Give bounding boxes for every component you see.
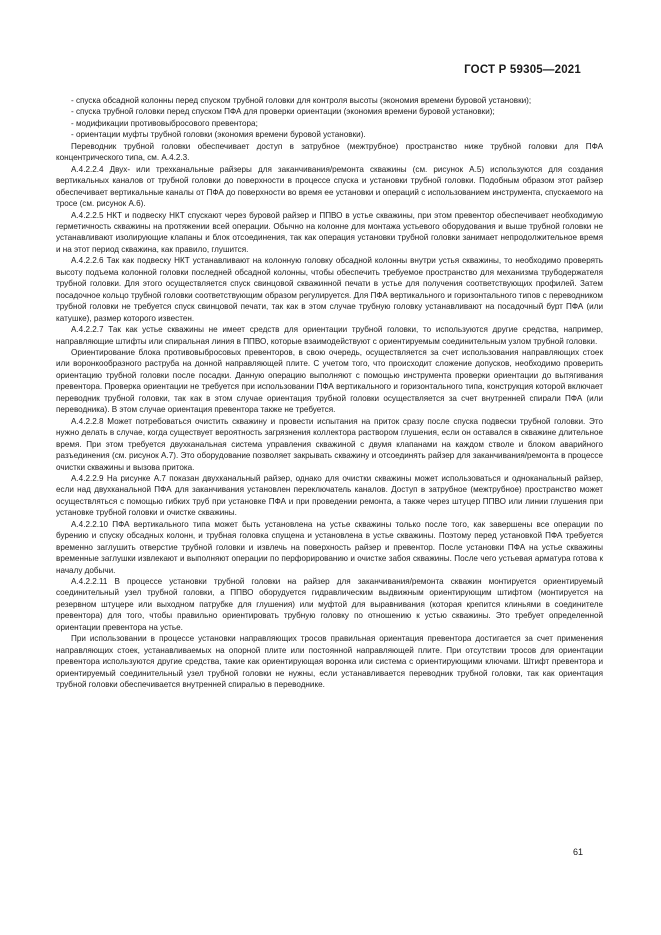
paragraph: А.4.2.2.11 В процессе установки трубной головки на райзер для заканчивания/ремонта скважин монтируется ориентируемый соединительный узел трубной головки, а ППВО оборудуется гидравлическим выдвижным ориентирующим штифтом (монтируется на резервном штуцере или выходном патрубке для глушения) или муфтой для выравнивания (которая крепится клиньями в соединителе превентора) для того, чтобы правильно ориентировать трубную головку по отношению к устью скважины. Это требует определенной ориентации превентора на устье. — [56, 577, 603, 632]
paragraph: А.4.2.2.8 Может потребоваться очистить скважину и провести испытания на приток сразу после спуска подвески трубной головки. Это нужно делать в случае, когда существует вероятность загрязнения коллектора раствором глушения, если он оставался в скважине длительное время. При этом требуется двухканальная система управления скважиной с двумя клапанами на каждом стволе и блоком аварийного разъединения (см. рисунок А.7). Это оборудование позволяет закрывать скважину и отсоединять райзер для заканчивания/ремонта в процессе очистки скважины и вызова притока. — [56, 416, 603, 472]
document-body — [56, 95, 603, 691]
paragraph: А.4.2.2.5 НКТ и подвеску НКТ спускают через буровой райзер и ППВО в устье скважины, при этом превентор обеспечивает необходимую герметичность скважины на протяжении всей операции. Обычно на колонне для монтажа устьевого оборудования и выше трубной головки не устанавливают изолирующие клапаны и блок отсоединения, так как операция установки трубной головки занимает непродолжительное время и на этот период скважина, как правило, глушится. — [56, 210, 603, 254]
standard-header: ГОСТ Р 59305—2021 — [464, 64, 581, 76]
paragraph: При использовании в процессе установки направляющих тросов правильная ориентация превентора достигается за счет применения направляющих стоек, устанавливаемых на опорной плите или постоянной направляющей плите. При отсутствии тросов для ориентации превентора используются другие средства, такие как ориентирующая воронка или система с ориентирующими ключами. Штифт превентора и ориентируемый соединительный узел трубной головки не нужны, если устанавливается переводник трубной головки, так как ориентация трубной головки обеспечивается внутренней спиралью в переводнике. — [56, 634, 603, 690]
bullet-item: - спуска трубной головки перед спуском ПФА для проверки ориентации (экономия времени буровой установки); — [71, 107, 495, 117]
paragraph: А.4.2.2.6 Так как подвеску НКТ устанавливают на колонную головку обсадной колонны внутри устья скважины, то необходимо проверять высоту подъема колонной головки последней обсадной колонны, чтобы обеспечить требуемое пространство для механизма трубодержателя трубной головки. Для этого осуществляется спуск свинцовой скважинной печати в устье для получения соответствующих профилей. Затем посадочное кольцо трубной головки соответствующим образом регулируется. Для ПФА вертикального и горизонтального типов с переводником трубной головки не требуется спуск свинцовой печати, так как в этом случае трубную головку устанавливают на посадочный бурт ПФА (или катушке), размер которого известен. — [56, 256, 603, 323]
bullet-item: - ориентации муфты трубной головки (экономия времени буровой установки). — [71, 130, 366, 140]
bullet-item: - модификации противовыбросового превентора; — [71, 118, 258, 128]
paragraph: Переводник трубной головки обеспечивает доступ в затрубное (межтрубное) пространство ниже трубной головки для ПФА концентрического типа, см. А.4.2.3. — [56, 141, 603, 163]
paragraph: А.4.2.2.10 ПФА вертикального типа может быть установлена на устье скважины только после того, как завершены все операции по бурению и спуску обсадных колонн, и трубная головка спущена и установлена в устье скважины. Поэтому перед установкой ПФА требуется временно заглушить отверстие трубной головки и извлечь на поверхность райзер и превентор. После установки ПФА на устье скважины временные заглушки извлекают и выполняют операции по перфорированию и очистке забоя скважины. После чего устьевая арматура готова к началу добычи. — [56, 519, 603, 575]
paragraph: А.4.2.2.4 Двух- или трехканальные райзеры для заканчивания/ремонта скважины (см. рисунок А.5) используются для создания вертикальных каналов от трубной головки до поверхности в процессе спуска и установки трубной головки. Подобным образом этот райзер обеспечивает вертикальные каналы от ПФА до поверхности во время ее установки и операций с использованием инструмента, спускаемого на тросе (см. рисунок А.6). — [56, 164, 603, 209]
paragraph: А.4.2.2.7 Так как устье скважины не имеет средств для ориентации трубной головки, то используются другие средства, например, направляющие штифты или спиральная линия в ППВО, которые взаимодействуют с ориентируемым соединительным узлом трубной головки. — [56, 325, 603, 346]
paragraph: А.4.2.2.9 На рисунке А.7 показан двухканальный райзер, однако для очистки скважины может использоваться и одноканальный райзер, если над двухканальной ПФА для заканчивания установлен переключатель каналов. Доступ в затрубное (межтрубное) пространство может осуществляться с помощью гибких труб при установке ПФА и при проведении ремонта, а также через штуцер ППВО или линии глушения при установке трубной головки и очистке скважины. — [56, 473, 603, 518]
bullet-item: - спуска обсадной колонны перед спуском трубной головки для контроля высоты (экономия времени буровой установки); — [71, 96, 532, 105]
page-number: 61 — [572, 847, 583, 857]
paragraph: Ориентирование блока противовыбросовых превенторов, в свою очередь, осуществляется за счет использования направляющих стоек или воронкообразного раструба на донной направляющей плите. С учетом того, что происходит сложение допусков, необходимо проверить ориентацию трубной головки после посадки. Данную операцию выполняют с помощью инструмента проверки ориентации до вытягивания превентора. Проверка ориентации не требуется при использовании ПФА вертикального и горизонтального типа, конструкция которой включает переводник трубной головки, так как в этом случае ориентация трубной головки осуществляется за счет внутренней спирали ПФА (или переводника). В этом случае ориентация превентора также не требуется. — [56, 347, 603, 415]
